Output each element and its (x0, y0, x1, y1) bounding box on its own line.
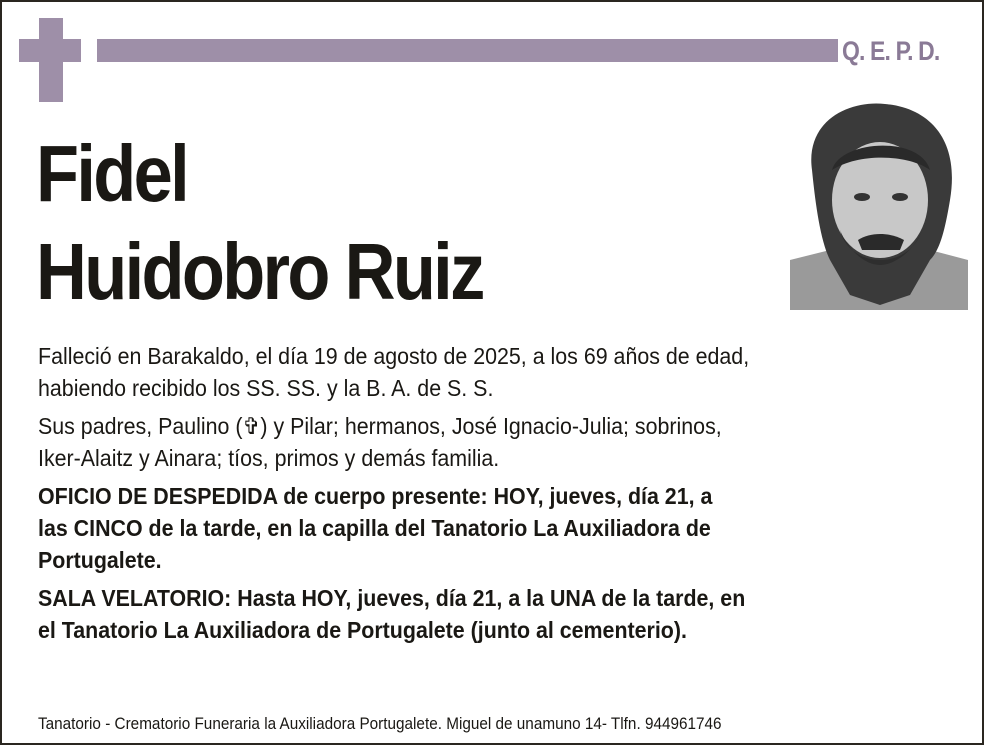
header-divider-bar (97, 39, 838, 62)
funeral-service-paragraph (38, 480, 912, 576)
last-name: Huidobro Ruiz (36, 227, 483, 316)
line: Sus padres, Paulino (✞) y Pilar; hermanos, José Ignacio-Julia; sobrinos, (38, 413, 722, 439)
wake-room-paragraph (38, 582, 912, 646)
line: Falleció en Barakaldo, el día 19 de agosto de 2025, a los 69 años de edad, (38, 343, 750, 369)
first-name: Fidel (36, 129, 188, 218)
line: Iker-Alaitz y Ainara; tíos, primos y demás familia. (38, 445, 500, 471)
family-paragraph (38, 410, 912, 474)
portrait-photo (790, 100, 968, 310)
line: Portugalete. (38, 547, 162, 573)
obituary-body (38, 340, 978, 652)
line: las CINCO de la tarde, en la capilla del Tanatorio La Auxiliadora de (38, 515, 711, 541)
line: el Tanatorio La Auxiliadora de Portugalete (junto al cementerio). (38, 617, 687, 643)
line: SALA VELATORIO: Hasta HOY, jueves, día 21, a la UNA de la tarde, en (38, 585, 746, 611)
cross-icon-arm (19, 39, 81, 62)
line: OFICIO DE DESPEDIDA de cuerpo presente: HOY, jueves, día 21, a (38, 483, 713, 509)
funeral-home-footer: Tanatorio - Crematorio Funeraria la Auxiliadora Portugalete. Miguel de unamuno 14- Tlfn. 944961746 (38, 714, 722, 733)
death-paragraph (38, 340, 912, 404)
line: habiendo recibido los SS. SS. y la B. A. de S. S. (38, 375, 494, 401)
qepd-label: Q. E. P. D. (842, 36, 940, 66)
